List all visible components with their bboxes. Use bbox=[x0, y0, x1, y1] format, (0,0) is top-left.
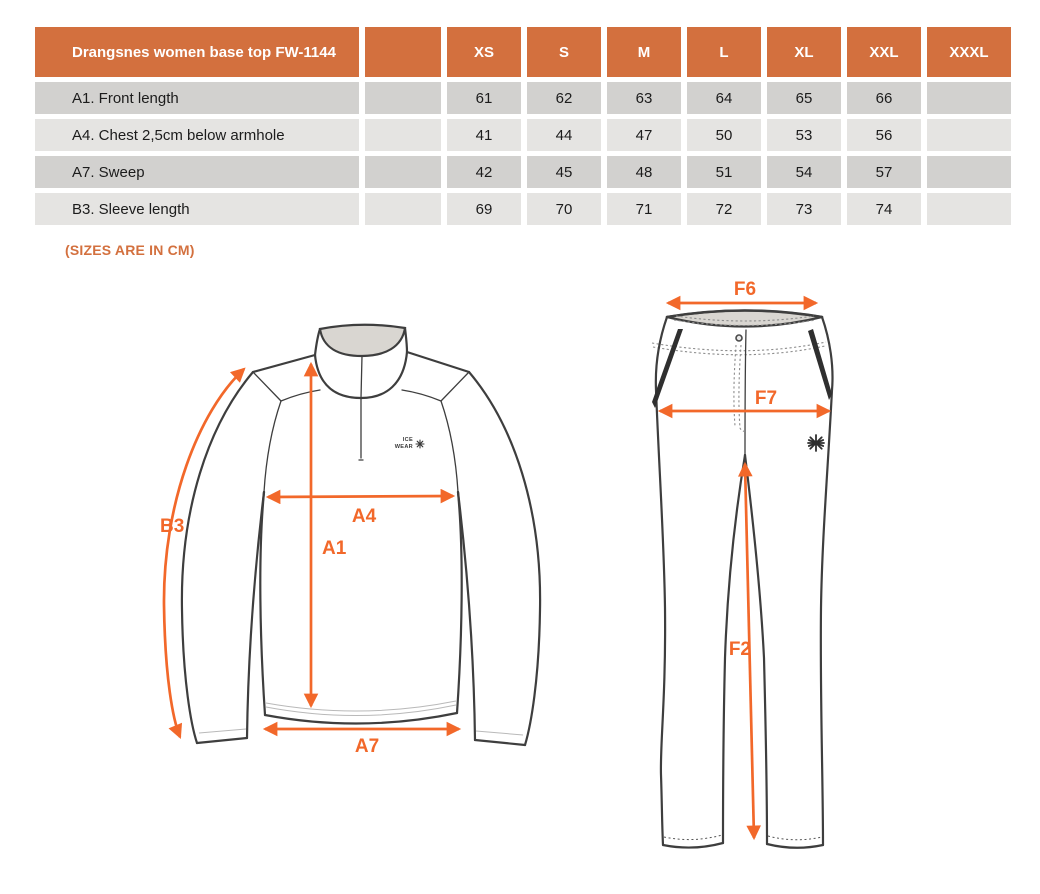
size-value bbox=[927, 82, 1011, 114]
logo-text-ice: ICE bbox=[402, 437, 413, 443]
snowflake-icon bbox=[808, 435, 824, 451]
table-row bbox=[35, 82, 1011, 114]
size-value: 57 bbox=[847, 156, 921, 188]
size-header-xs: XS bbox=[447, 27, 521, 77]
size-value: 48 bbox=[607, 156, 681, 188]
size-value: 42 bbox=[447, 156, 521, 188]
size-value: 54 bbox=[767, 156, 841, 188]
table-row bbox=[35, 119, 1011, 151]
measurement-arrows-pants bbox=[660, 279, 829, 838]
row-label: A1. Front length bbox=[35, 82, 359, 114]
row-label: A4. Chest 2,5cm below armhole bbox=[35, 119, 359, 151]
size-value: 73 bbox=[767, 193, 841, 225]
arrow-a4 bbox=[268, 496, 453, 497]
header-spacer-cell bbox=[365, 27, 441, 77]
product-title: Drangsnes women base top FW-1144 bbox=[35, 27, 359, 77]
icewear-logo bbox=[395, 437, 424, 450]
arrow-label-a1: A1 bbox=[322, 538, 347, 559]
size-value: 70 bbox=[527, 193, 601, 225]
table-header-row bbox=[35, 27, 1011, 77]
size-header-xl: XL bbox=[767, 27, 841, 77]
size-value: 62 bbox=[527, 82, 601, 114]
size-value: 65 bbox=[767, 82, 841, 114]
size-value: 74 bbox=[847, 193, 921, 225]
size-value: 71 bbox=[607, 193, 681, 225]
arrow-b3 bbox=[164, 369, 244, 737]
size-header-s: S bbox=[527, 27, 601, 77]
spacer-cell bbox=[365, 156, 441, 188]
arrow-label-b3: B3 bbox=[160, 516, 185, 537]
size-value: 69 bbox=[447, 193, 521, 225]
size-value bbox=[927, 156, 1011, 188]
sizes-in-cm-note: (SIZES ARE IN CM) bbox=[65, 242, 195, 258]
size-value: 51 bbox=[687, 156, 761, 188]
size-value bbox=[927, 193, 1011, 225]
size-value: 66 bbox=[847, 82, 921, 114]
spacer-cell bbox=[365, 82, 441, 114]
size-value bbox=[927, 119, 1011, 151]
size-value: 50 bbox=[687, 119, 761, 151]
arrow-label-f7: F7 bbox=[754, 388, 778, 409]
size-value: 47 bbox=[607, 119, 681, 151]
base-top-drawing bbox=[182, 325, 540, 745]
row-label: B3. Sleeve length bbox=[35, 193, 359, 225]
size-header-xxxl: XXXL bbox=[927, 27, 1011, 77]
size-header-xxl: XXL bbox=[847, 27, 921, 77]
size-value: 41 bbox=[447, 119, 521, 151]
base-top-diagram bbox=[150, 300, 570, 765]
size-value: 64 bbox=[687, 82, 761, 114]
table-row bbox=[35, 156, 1011, 188]
size-value: 44 bbox=[527, 119, 601, 151]
size-value: 53 bbox=[767, 119, 841, 151]
spacer-cell bbox=[365, 193, 441, 225]
measurement-arrows-top bbox=[160, 364, 459, 757]
size-value: 61 bbox=[447, 82, 521, 114]
pants-drawing bbox=[652, 311, 833, 848]
collar-opening bbox=[320, 325, 405, 356]
pants-diagram bbox=[630, 278, 890, 868]
logo-text-wear: WEAR bbox=[394, 444, 413, 450]
arrow-label-f2: F2 bbox=[728, 639, 751, 660]
size-value: 72 bbox=[687, 193, 761, 225]
arrow-label-a7: A7 bbox=[354, 736, 380, 757]
size-header-m: M bbox=[607, 27, 681, 77]
table-row bbox=[35, 193, 1011, 225]
size-value: 45 bbox=[527, 156, 601, 188]
row-label: A7. Sweep bbox=[35, 156, 359, 188]
arrow-label-f6: F6 bbox=[733, 279, 757, 300]
size-value: 56 bbox=[847, 119, 921, 151]
size-table bbox=[29, 22, 1017, 230]
arrow-label-a4: A4 bbox=[351, 506, 377, 527]
waist-button bbox=[736, 335, 742, 341]
size-header-l: L bbox=[687, 27, 761, 77]
size-value: 63 bbox=[607, 82, 681, 114]
front-zipper bbox=[359, 398, 363, 460]
snowflake-icon bbox=[416, 440, 424, 448]
spacer-cell bbox=[365, 119, 441, 151]
